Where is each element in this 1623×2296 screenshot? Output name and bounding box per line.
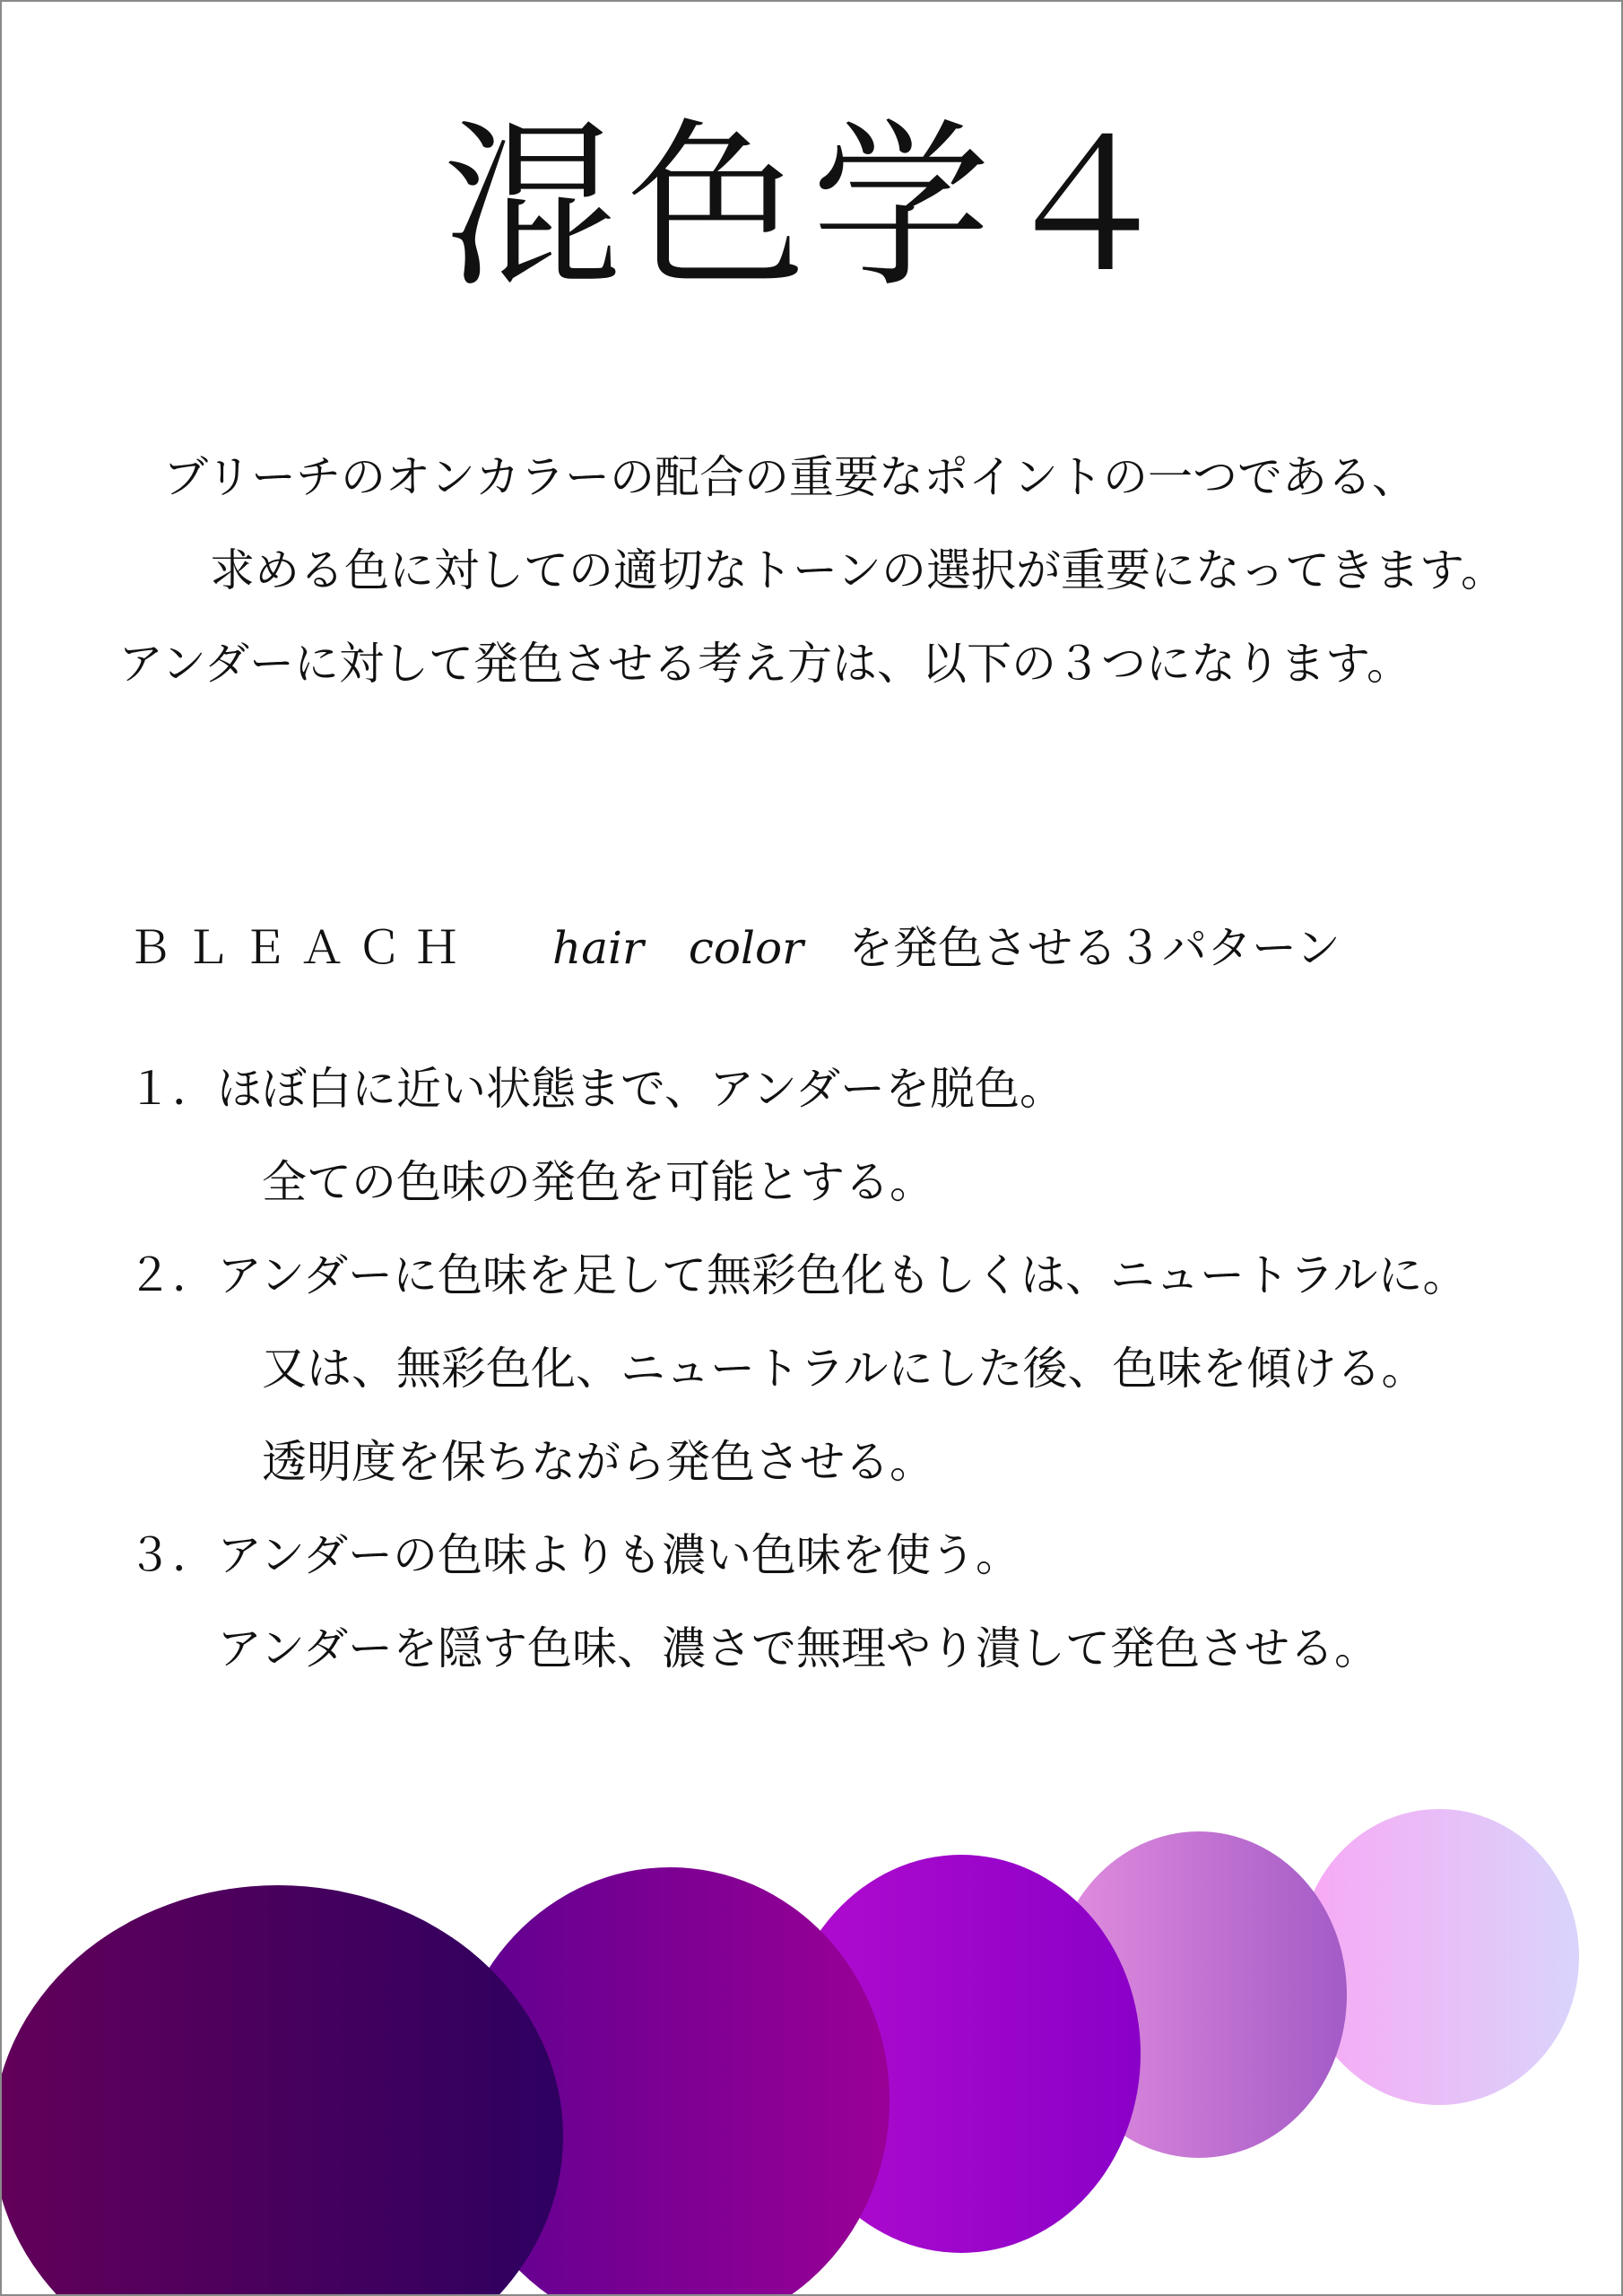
heading-bleach: ＢＬＥＡＣＨ [127, 922, 472, 974]
pattern-list [127, 1042, 1468, 1695]
section-heading [127, 917, 1341, 979]
intro-line-1: ブリーチのオンカラーの配合の重要なポイントの一つである、 [163, 451, 1417, 503]
heading-rest: を発色させる３パターン [848, 922, 1341, 974]
heading-color: color [688, 922, 804, 974]
pattern-2-detail-1: 又は、無彩色化、ニュートラルにした後、色味を傾ける。 [262, 1343, 1427, 1395]
pattern-1-main: １．ほぼ白に近い状態まで、アンダーを脱色。 [127, 1063, 1064, 1115]
pattern-3-main: ３．アンダーの色味よりも濃い色味を使う。 [127, 1529, 1020, 1581]
swatch-circle-dark-plum [0, 1885, 563, 2296]
pattern-1-detail-1: 全ての色味の発色を可能とする。 [262, 1156, 934, 1208]
page-title: 混色学４ [441, 103, 1181, 312]
intro-text [2, 430, 1621, 710]
intro-line-3: アンダーに対して発色させる考え方は、以下の３つになります。 [118, 638, 1411, 690]
heading-hair: hair [552, 922, 644, 974]
pattern-2-main: ２．アンダーに色味を足して無彩色化もしくは、ニュートラルに。 [127, 1249, 1468, 1301]
pattern-3-detail-1: アンダーを隠す色味、濃さで無理やり潰して発色させる。 [217, 1622, 1379, 1674]
pattern-2-detail-2: 透明度を保ちながら発色させる。 [262, 1436, 934, 1488]
intro-line-2: 求める色に対しての適切なトーンの選択が重要になってきます。 [210, 544, 1506, 596]
